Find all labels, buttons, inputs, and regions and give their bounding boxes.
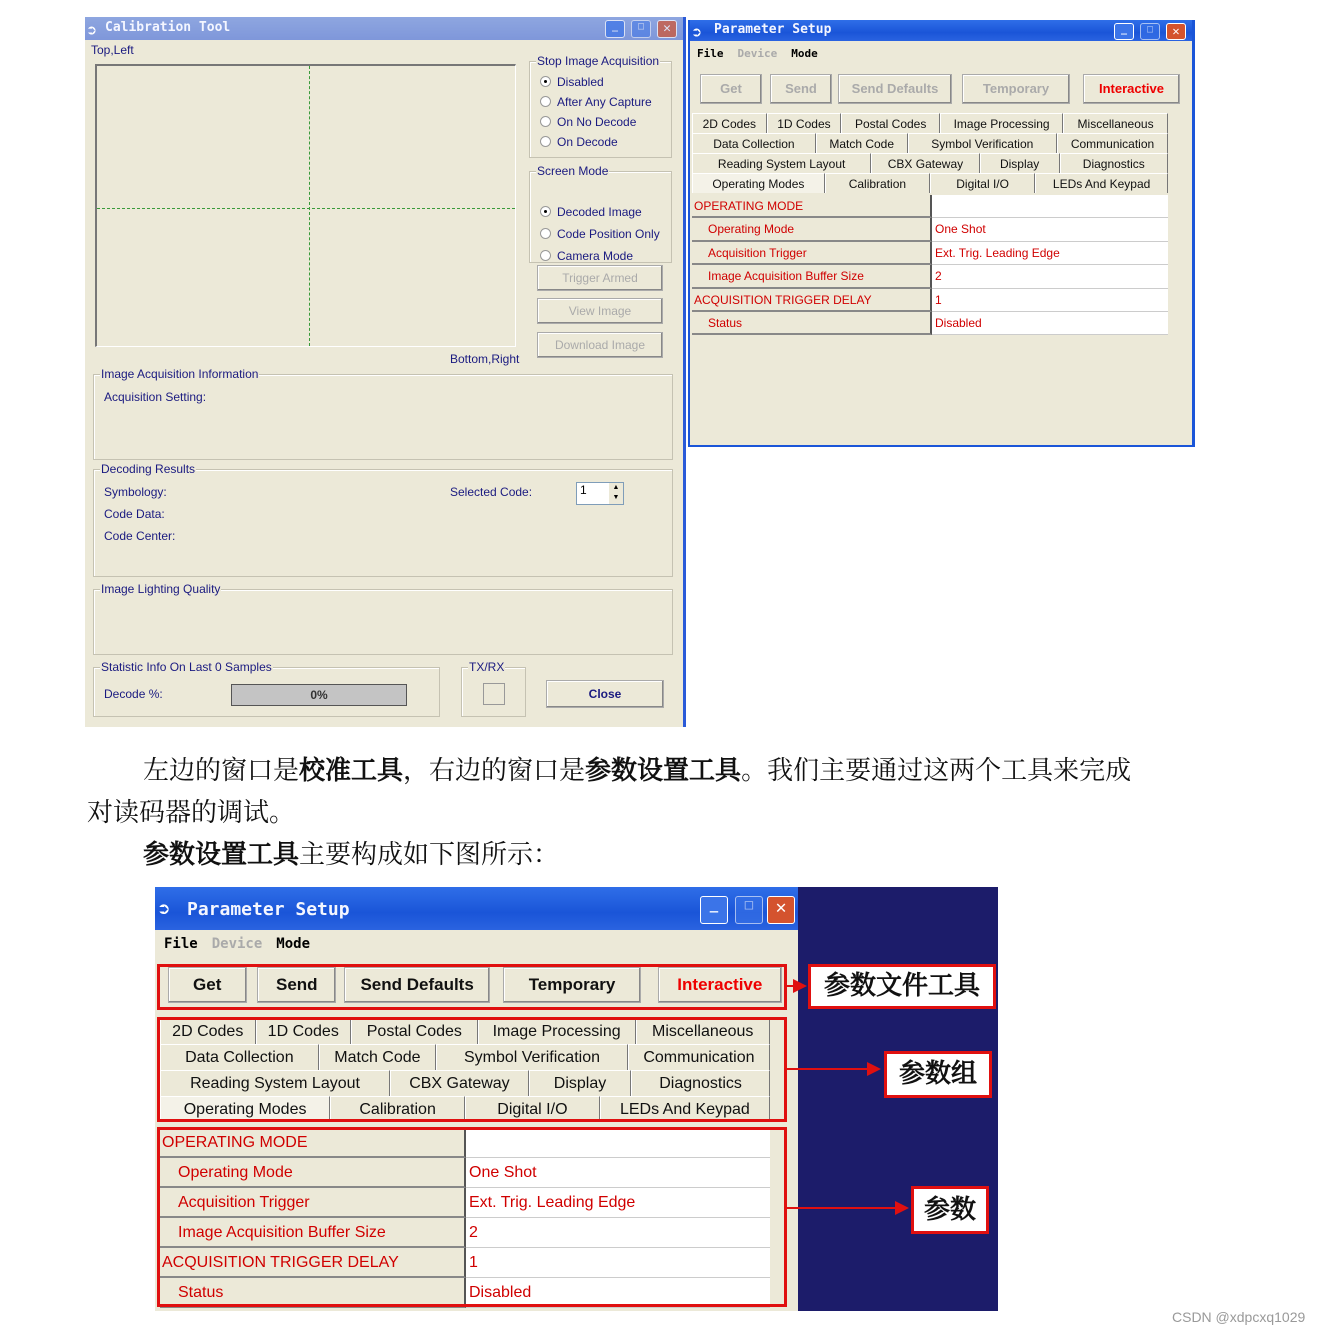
interactive-button[interactable]: Interactive <box>1083 74 1180 104</box>
paragraph-2 <box>143 834 559 871</box>
tab-leds-and-keypad[interactable]: LEDs And Keypad <box>600 1096 770 1122</box>
get-button[interactable]: Get <box>700 74 762 104</box>
group-label: Screen Mode <box>537 164 609 178</box>
callout-groups: 参数组 <box>884 1051 992 1098</box>
tab-row <box>692 113 1168 133</box>
stop-image-acquisition-group <box>529 54 672 158</box>
window-title: Parameter Setup <box>187 899 350 920</box>
send-defaults-button[interactable]: Send Defaults <box>344 967 489 1003</box>
arrow-params <box>787 1207 907 1209</box>
group-label: Image Lighting Quality <box>101 582 221 596</box>
image-lighting-quality-group <box>93 582 673 655</box>
radio-button[interactable] <box>540 136 551 147</box>
parameter-label: Operating Mode <box>692 218 932 241</box>
tab-communication[interactable]: Communication <box>628 1044 770 1070</box>
parameter-value[interactable]: Disabled <box>932 312 1168 335</box>
group-label: TX/RX <box>469 660 505 674</box>
temporary-button[interactable]: Temporary <box>962 74 1070 104</box>
menu-file[interactable]: File <box>164 936 198 952</box>
parameter-label: Status <box>692 312 932 335</box>
close-window-button[interactable]: ✕ <box>1166 23 1186 40</box>
radio-label: Code Position Only <box>557 227 660 241</box>
tab-data-collection[interactable]: Data Collection <box>692 133 816 153</box>
parameter-label: OPERATING MODE <box>160 1128 466 1158</box>
tab-symbol-verification[interactable]: Symbol Verification <box>908 133 1057 153</box>
tab-calibration[interactable]: Calibration <box>825 173 930 193</box>
tab-leds-and-keypad[interactable]: LEDs And Keypad <box>1035 173 1168 193</box>
calibration-tool-window <box>85 17 686 727</box>
radio-option[interactable] <box>540 249 633 263</box>
parameter-row[interactable] <box>692 242 1168 265</box>
radio-option[interactable] <box>540 205 642 219</box>
tab-cbx-gateway[interactable]: CBX Gateway <box>390 1070 529 1096</box>
parameter-row[interactable] <box>692 195 1168 218</box>
tab-cbx-gateway[interactable]: CBX Gateway <box>871 153 979 173</box>
parameter-value[interactable]: One Shot <box>932 218 1168 241</box>
spinner-arrows-icon[interactable]: ▲ ▼ <box>609 483 623 504</box>
decode-percent-label: Decode %: <box>104 687 163 701</box>
radio-button[interactable] <box>540 250 551 261</box>
minimize-button[interactable]: _ <box>605 20 625 38</box>
code-data-label: Code Data: <box>104 507 165 521</box>
tabs-highlight <box>157 1017 787 1122</box>
temporary-button[interactable]: Temporary <box>503 967 641 1003</box>
parameter-value[interactable]: 2 <box>466 1218 770 1248</box>
title-bar <box>85 17 683 40</box>
text: 主要构成如下图所示： <box>299 840 560 870</box>
maximize-button[interactable]: □ <box>631 20 651 38</box>
window-title: Parameter Setup <box>714 22 832 37</box>
tab-operating-modes[interactable]: Operating Modes <box>692 173 825 193</box>
bold-text: 校准工具 <box>299 756 404 786</box>
radio-button[interactable] <box>540 76 551 87</box>
parameter-label: ACQUISITION TRIGGER DELAY <box>692 289 932 312</box>
txrx-indicator <box>483 683 505 705</box>
menu-mode[interactable]: Mode <box>791 47 818 60</box>
tab-1d-codes[interactable]: 1D Codes <box>256 1018 352 1044</box>
paragraph-line-2: 对读码器的调试。 <box>87 798 296 828</box>
send-button[interactable]: Send <box>257 967 336 1003</box>
radio-label: Camera Mode <box>557 249 634 263</box>
app-icon: ➲ <box>692 23 702 42</box>
text: 左边的窗口是 <box>143 756 300 786</box>
callout-params: 参数 <box>911 1186 989 1234</box>
radio-button[interactable] <box>540 96 551 107</box>
title-bar <box>690 20 1192 41</box>
tab-reading-system-layout[interactable]: Reading System Layout <box>692 153 871 173</box>
callout-file-tools: 参数文件工具 <box>808 964 996 1009</box>
tab-row <box>692 173 1168 193</box>
menu-mode[interactable]: Mode <box>276 936 311 952</box>
paragraph-line-1 <box>143 750 1131 787</box>
close-window-button[interactable]: ✕ <box>657 20 677 38</box>
text: 。我们主要通过这两个工具来完成 <box>741 756 1132 786</box>
radio-button[interactable] <box>540 206 551 217</box>
radio-label: Disabled <box>557 75 604 89</box>
bold-text: 参数设置工具 <box>143 840 300 870</box>
image-preview <box>95 64 516 347</box>
parameter-row[interactable] <box>692 289 1168 312</box>
tab-miscellaneous[interactable]: Miscellaneous <box>1063 113 1168 133</box>
radio-button[interactable] <box>540 116 551 127</box>
bottom-right-label: Bottom,Right <box>450 352 520 366</box>
bold-text: 参数设置工具 <box>585 756 742 786</box>
parameter-row[interactable] <box>692 312 1168 335</box>
parameter-value[interactable]: 2 <box>932 265 1168 288</box>
radio-option[interactable] <box>540 95 652 109</box>
selected-code-value: 1 <box>580 483 587 497</box>
menu-bar <box>697 47 832 60</box>
maximize-button[interactable]: □ <box>735 896 763 924</box>
watermark: CSDN @xdpcxq1029 <box>1172 1309 1306 1325</box>
text: ，右边的窗口是 <box>403 756 586 786</box>
tab-operating-modes[interactable]: Operating Modes <box>160 1096 330 1122</box>
top-left-label: Top,Left <box>91 43 134 57</box>
tab-postal-codes[interactable]: Postal Codes <box>841 113 940 133</box>
tab-communication[interactable]: Communication <box>1057 133 1168 153</box>
radio-button[interactable] <box>540 228 551 239</box>
title-bar <box>155 887 798 930</box>
parameter-value[interactable]: One Shot <box>466 1158 770 1188</box>
group-label: Decoding Results <box>101 462 196 476</box>
parameter-setup-window <box>688 20 1195 447</box>
tab-image-processing[interactable]: Image Processing <box>478 1018 636 1044</box>
symbology-label: Symbology: <box>104 485 167 499</box>
tab-digital-i-o[interactable]: Digital I/O <box>930 173 1035 193</box>
tab-row <box>692 153 1168 173</box>
tab-row <box>692 133 1168 153</box>
parameter-value[interactable]: 1 <box>466 1248 770 1278</box>
group-label: Statistic Info On Last 0 Samples <box>101 660 272 674</box>
menu-bar <box>164 936 324 952</box>
parameter-row[interactable] <box>692 265 1168 288</box>
tab-digital-i-o[interactable]: Digital I/O <box>465 1096 600 1122</box>
selected-code-spinner[interactable] <box>576 482 624 505</box>
menu-device[interactable]: Device <box>737 47 778 60</box>
tab-data-collection[interactable]: Data Collection <box>160 1044 319 1070</box>
tab-symbol-verification[interactable]: Symbol Verification <box>436 1044 628 1070</box>
get-button[interactable]: Get <box>168 967 247 1003</box>
txrx-group <box>461 660 526 717</box>
tab-image-processing[interactable]: Image Processing <box>940 113 1063 133</box>
radio-option[interactable] <box>540 75 604 89</box>
statistic-info-group <box>93 660 440 717</box>
parameter-value[interactable]: 1 <box>932 289 1168 312</box>
parameter-label: Status <box>160 1278 466 1308</box>
parameter-label: Image Acquisition Buffer Size <box>692 265 932 288</box>
group-label: Stop Image Acquisition <box>537 54 660 68</box>
parameter-label: Acquisition Trigger <box>160 1188 466 1218</box>
decoding-results-group <box>93 462 673 577</box>
group-label: Image Acquisition Information <box>101 367 259 381</box>
radio-label: Decoded Image <box>557 205 642 219</box>
send-button[interactable]: Send <box>770 74 832 104</box>
trigger-armed-button[interactable]: Trigger Armed <box>537 265 663 291</box>
view-image-button[interactable]: View Image <box>537 298 663 324</box>
close-button[interactable]: Close <box>546 680 664 708</box>
tab-1d-codes[interactable]: 1D Codes <box>767 113 842 133</box>
radio-label: On No Decode <box>557 115 637 129</box>
parameter-row[interactable] <box>692 218 1168 241</box>
image-acquisition-info-group <box>93 367 673 460</box>
radio-label: After Any Capture <box>557 95 652 109</box>
tab-match-code[interactable]: Match Code <box>319 1044 436 1070</box>
radio-option[interactable] <box>540 115 636 129</box>
tab-diagnostics[interactable]: Diagnostics <box>1060 153 1168 173</box>
tab-2d-codes[interactable]: 2D Codes <box>692 113 767 133</box>
parameter-label: ACQUISITION TRIGGER DELAY <box>160 1248 466 1278</box>
radio-option[interactable] <box>540 135 618 149</box>
arrow-file-tools <box>787 985 805 987</box>
screen-mode-group <box>529 164 672 263</box>
crosshair-vertical <box>309 66 310 346</box>
params-highlight <box>157 1127 787 1307</box>
download-image-button[interactable]: Download Image <box>537 332 663 358</box>
parameter-label: OPERATING MODE <box>692 195 932 218</box>
tab-2d-codes[interactable]: 2D Codes <box>160 1018 256 1044</box>
selected-code-label: Selected Code: <box>450 485 533 499</box>
decode-percent-value: 0% <box>310 688 328 702</box>
tab-display[interactable]: Display <box>980 153 1060 173</box>
parameter-label: Acquisition Trigger <box>692 242 932 265</box>
parameter-label: Image Acquisition Buffer Size <box>160 1218 466 1248</box>
tab-reading-system-layout[interactable]: Reading System Layout <box>160 1070 390 1096</box>
arrow-groups <box>787 1068 879 1070</box>
minimize-button[interactable]: _ <box>1114 23 1134 40</box>
menu-device[interactable]: Device <box>211 936 263 952</box>
toolbar-highlight <box>157 964 787 1010</box>
send-defaults-button[interactable]: Send Defaults <box>838 74 952 104</box>
app-icon: ➲ <box>158 897 171 921</box>
tab-display[interactable]: Display <box>529 1070 631 1096</box>
parameter-value[interactable] <box>932 195 1168 218</box>
minimize-button[interactable]: _ <box>700 896 728 924</box>
crosshair-horizontal <box>97 208 515 209</box>
app-icon: ➲ <box>87 21 97 40</box>
window-title: Calibration Tool <box>105 20 231 35</box>
code-center-label: Code Center: <box>104 529 176 543</box>
tab-postal-codes[interactable]: Postal Codes <box>351 1018 478 1044</box>
maximize-button[interactable]: □ <box>1140 23 1160 40</box>
parameter-value[interactable]: Ext. Trig. Leading Edge <box>466 1188 770 1218</box>
parameter-label: Operating Mode <box>160 1158 466 1188</box>
radio-label: On Decode <box>557 135 618 149</box>
menu-file[interactable]: File <box>697 47 724 60</box>
tab-diagnostics[interactable]: Diagnostics <box>631 1070 770 1096</box>
tab-miscellaneous[interactable]: Miscellaneous <box>636 1018 770 1044</box>
tab-calibration[interactable]: Calibration <box>330 1096 465 1122</box>
decode-progress-bar <box>231 684 407 706</box>
acquisition-setting-label: Acquisition Setting: <box>104 390 207 404</box>
parameter-value[interactable]: Ext. Trig. Leading Edge <box>932 242 1168 265</box>
interactive-button[interactable]: Interactive <box>658 967 782 1003</box>
radio-option[interactable] <box>540 227 660 241</box>
parameter-value[interactable]: Disabled <box>466 1278 770 1308</box>
close-window-button[interactable]: ✕ <box>767 896 795 924</box>
tab-match-code[interactable]: Match Code <box>816 133 908 153</box>
